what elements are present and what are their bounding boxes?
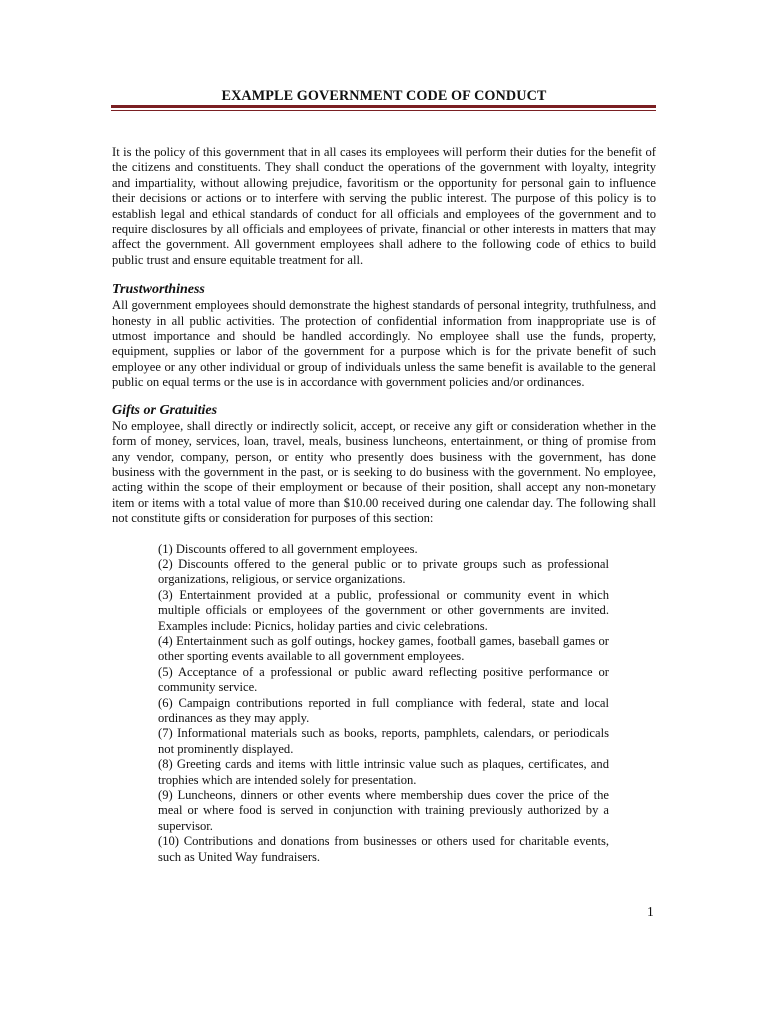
list-item: (1) Discounts offered to all government employees. (158, 541, 418, 556)
list-item: (9) Luncheons, dinners or other events where membership dues cover the price of the meal or where food is served in conjunction with training previously authorized by a supervisor. (158, 788, 609, 833)
list-item: (8) Greeting cards and items with little intrinsic value such as plaques, certificates, and trophies which are intended solely for presentation. (158, 757, 609, 787)
section-heading-gifts: Gifts or Gratuities (112, 402, 218, 418)
exceptions-list (158, 542, 609, 866)
document-body (112, 145, 656, 865)
list-item: (3) Entertainment provided at a public, professional or community event in which multiple officials or employees of the government or other governments are invited. Examples include: Picnics, holiday parties and civic celebrations. (158, 587, 609, 633)
list-item: (6) Campaign contributions reported in full compliance with federal, state and local ordinances as they may apply. (158, 695, 609, 725)
list-item: (10) Contributions and donations from businesses or others used for charitable events, such as United Way fundraisers. (158, 834, 609, 864)
list-item: (5) Acceptance of a professional or public award reflecting positive performance or community service. (158, 664, 609, 695)
list-item: (2) Discounts offered to the general public or to private groups such as professional organizations, religious, or service organizations. (158, 556, 609, 587)
list-item: (4) Entertainment such as golf outings, hockey games, football games, baseball games or other sporting events available to all government employees. (158, 633, 609, 664)
intro-paragraph: It is the policy of this government that in all cases its employees will perform their duties for the benefit of the citizens and constituents. They shall conduct the operations of the government with loyalty, integrity and impartiality, without allowing prejudice, favoritism or the opportunity for personal gain to influence their decisions or actions or to interfere with serving the public interest. The purpose of this policy is to establish legal and ethical standards of conduct for all officials and employees of the government and to require disclosures by all officials and employees of private, financial or other interests in matters that may affect the government. All government employees shall adhere to the following code of ethics to build public trust and ensure equitable treatment for all. (112, 145, 656, 267)
section-heading-trustworthiness: Trustworthiness (112, 282, 205, 298)
list-item: (7) Informational materials such as books, reports, pamphlets, calendars, or periodicals not prominently displayed. (158, 726, 609, 756)
page-number: 1 (647, 904, 654, 919)
title-rule-thick (111, 105, 656, 108)
title-rule-thin (111, 110, 656, 111)
section-paragraph-trustworthiness: All government employees should demonstrate the highest standards of personal integrity, truthfulness, and honesty in all public activities. The protection of confidential information from inappropriate use is of utmost importance and should be handled accordingly. No employee shall use the funds, property, equipment, supplies or labor of the government for a purpose which is for the private benefit of such employee or any other individual or group of individuals unless the same benefit is available to the general public on equal terms or the use is in accordance with government policies and/or ordinances. (112, 298, 656, 390)
section-paragraph-gifts: No employee, shall directly or indirectly solicit, accept, or receive any gift or consideration whether in the form of money, services, loan, travel, meals, business luncheons, entertainment, or thing of promise from any vendor, company, person, or entity who presently does business with the government, has done business with the government in the past, or is seeking to do business with the government. No employee, acting within the scope of their employment or because of their position, shall accept any non-monetary item or items with a total value of more than $10.00 received during one calendar day. The following shall not constitute gifts or consideration for purposes of this section: (112, 418, 656, 526)
document-title: EXAMPLE GOVERNMENT CODE OF CONDUCT (221, 88, 547, 104)
